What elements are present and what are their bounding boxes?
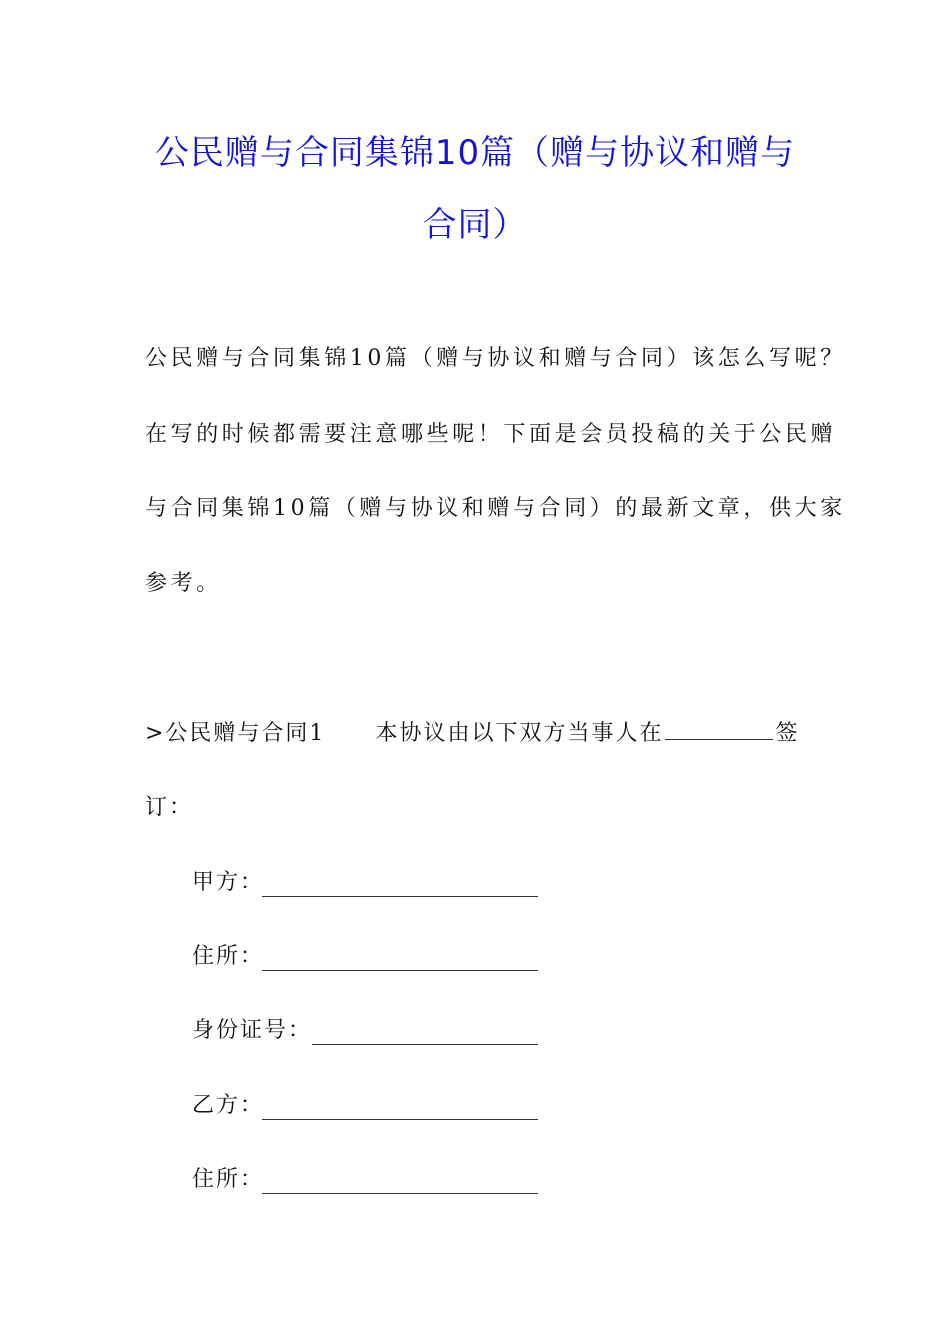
section-intro-text: 本协议由以下双方当事人在 bbox=[375, 721, 664, 746]
section-heading: >公民赠与合同1 bbox=[145, 721, 326, 746]
section-heading-row bbox=[145, 719, 810, 748]
party-a-field bbox=[192, 869, 264, 899]
party-b-field bbox=[192, 1092, 264, 1122]
id-number-blank bbox=[312, 1044, 538, 1045]
id-number-label: 身份证号： bbox=[192, 1018, 313, 1043]
document-title-line-2: 合同） bbox=[422, 205, 528, 245]
document-title-line-1: 公民赠与合同集锦10篇（赠与协议和赠与 bbox=[154, 133, 796, 173]
signing-location-blank bbox=[665, 719, 773, 740]
party-b-address-label: 住所： bbox=[192, 1167, 265, 1192]
party-b-blank bbox=[262, 1119, 538, 1120]
party-a-blank bbox=[262, 896, 538, 897]
section-intro-continuation: 订： bbox=[145, 795, 194, 820]
intro-paragraph-line-2: 在写的时候都需要注意哪些呢！下面是会员投稿的关于公民赠 bbox=[145, 422, 837, 447]
id-number-field bbox=[192, 1017, 312, 1047]
party-a-address-field bbox=[192, 943, 264, 973]
intro-paragraph-line-3: 与合同集锦10篇（赠与协议和赠与合同）的最新文章，供大家 bbox=[145, 496, 846, 521]
party-a-address-blank bbox=[262, 970, 538, 971]
party-a-address-label: 住所： bbox=[192, 944, 265, 969]
intro-paragraph-line-4: 参考。 bbox=[145, 571, 222, 596]
section-intro-text-end: 签 bbox=[775, 721, 800, 746]
party-b-label: 乙方： bbox=[192, 1093, 265, 1118]
intro-paragraph-line-1: 公民赠与合同集锦10篇（赠与协议和赠与合同）该怎么写呢？ bbox=[145, 346, 846, 371]
party-b-address-blank bbox=[262, 1193, 538, 1194]
party-b-address-field bbox=[192, 1166, 264, 1196]
party-a-label: 甲方： bbox=[192, 870, 265, 895]
